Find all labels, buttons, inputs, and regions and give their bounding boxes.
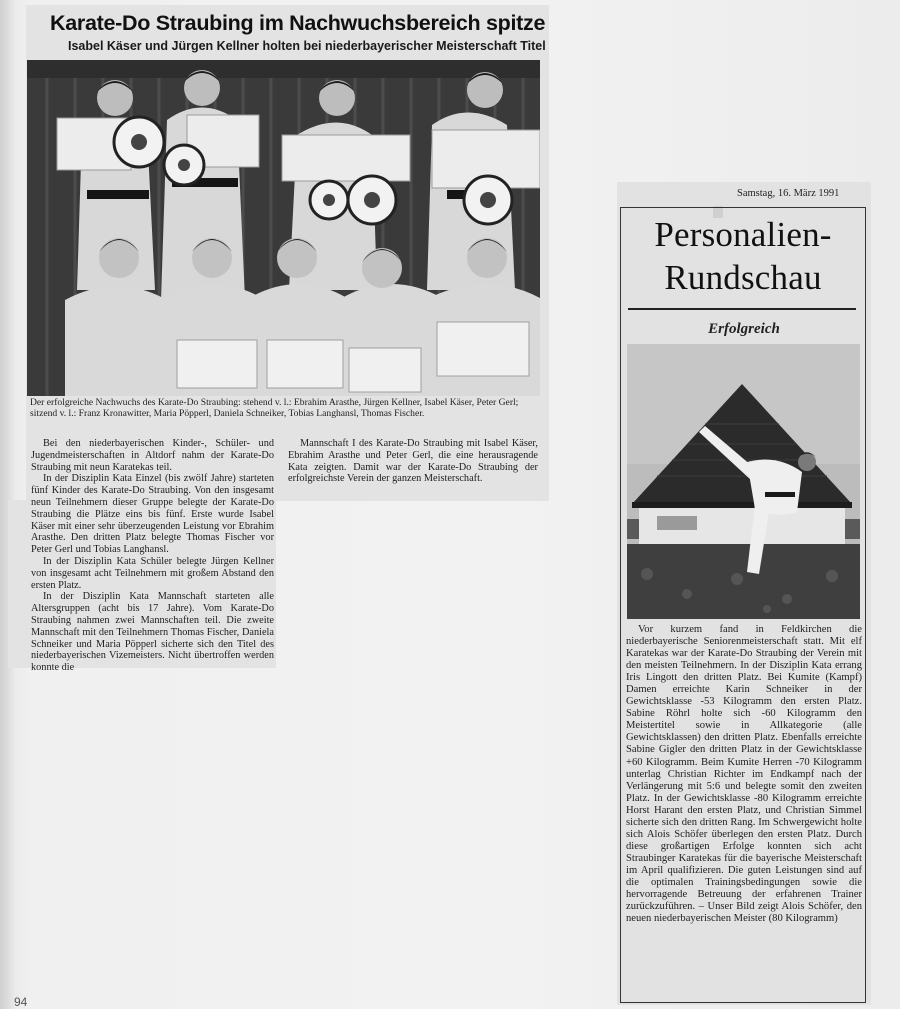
paragraph: In der Disziplin Kata Einzel (bis zwölf Jahre) starteten fünf Kinder des Karate-Do Straubing. Von den insgesamt neun Teilnehmern dieser Gruppe belegte der Karate-Do Straubing die Plätze eins bis fünf. Erste wurde Isabel Käser mit einer sehr überzeugenden Leistung vor Ebrahim Arasthe. Den dritten Platz belegte Thomas Fischer vor Peter Gerl und Tobias Langhansl. — [31, 473, 274, 556]
subheadline: Isabel Käser und Jürgen Kellner holten bei niederbayerischer Meisterschaft Titel — [68, 39, 546, 53]
paragraph: In der Disziplin Kata Schüler belegte Jürgen Kellner von insgesamt acht Teilnehmern mit großem Abstand den ersten Platz. — [31, 555, 274, 591]
karate-kick-photo — [627, 344, 860, 619]
photo-caption: Der erfolgreiche Nachwuchs des Karate-Do Straubing: stehend v. l.: Ebrahim Arasthe, Jürgen Kellner, Isabel Käser, Peter Gerl; sitzend v. l.: Franz Kronawitter, Maria Pöpperl, Daniela Schneiker, Tobias Langhansl, Thomas Fischer. — [30, 397, 519, 419]
left-clipping — [26, 5, 549, 501]
issue-date: Samstag, 16. März 1991 — [737, 188, 840, 199]
team-photo — [27, 60, 540, 396]
paragraph: Mannschaft I des Karate-Do Straubing mit Isabel Käser, Ebrahim Arasthe und Peter Gerl, die eine herausragende Kata zeigten. Damit war der Karate-Do Straubing der erfolgreichste Verein der ganzen Meisterschaft. — [288, 438, 538, 485]
rubric-title-line-1: Personalien- — [654, 215, 832, 254]
rubric-title-line-2: Rundschau — [664, 258, 822, 297]
right-clipping — [617, 182, 871, 1005]
paragraph: Bei den niederbayerischen Kinder-, Schüler- und Jugendmeisterschaften in Altdorf nahm der Karate-Do Straubing mit neun Karatekas teil. — [31, 438, 274, 473]
headline: Karate-Do Straubing im Nachwuchsbereich spitze — [50, 11, 546, 35]
divider-rule — [628, 308, 856, 310]
article-column-2 — [288, 438, 538, 485]
article-body — [626, 624, 862, 925]
paragraph: Vor kurzem fand in Feldkirchen die niederbayerische Seniorenmeisterschaft statt. Mit elf Karatekas war der Karate-Do Straubing der Verein mit den meisten Teilnehmern. In der Disziplin Kata errang Iris Lingott den dritten Platz. Bei Kumite (Kampf) Damen erreichte Karin Schneiker in der Gewichtsklasse -53 Kilogramm den ersten Platz. Sabine Röhrl holte sich -60 Kilogramm den Meistertitel sowie in Allkategorie (alle Gewichtsklassen) den dritten Platz. Ebenfalls erreichte Sabine Gigler den dritten Platz in der Gewichtsklasse +60 Kilogramm. Beim Kumite Herren -70 Kilogramm unterlag Christian Richter im Endkampf nach der Verlängerung mit 5:6 und belegte somit den zweiten Platz. In der Gewichtsklasse -80 Kilogramm erreichte Horst Harant den ersten Platz, und Christian Simmel sicherte sich den dritten Rang. Im Schwergewicht holte sich Alois Schöfer überlegen den ersten Platz. Durch diese großartigen Erfolge konnten sich acht Straubinger Karatekas für die bayerische Meisterschaft im April qualifizieren. Die guten Leistungen sind auf die optimalen Trainingsbedingungen sowie die hervorragende Betreuung der erfahrenen Trainer zurückzuführen. – Unser Bild zeigt Alois Schöfer, den neuen niederbayerischen Meister (80 Kilogramm) — [626, 624, 862, 925]
kicker: Erfolgreich — [708, 321, 780, 337]
karate-kick-drawing — [627, 344, 860, 619]
article-column-1 — [31, 438, 274, 674]
paragraph: In der Disziplin Kata Mannschaft starteten alle Altersgruppen (acht bis 17 Jahre). Vom Karate-Do Straubing nahmen zwei Mannschaften teil. Die zweite Mannschaft mit den Teilnehmern Thomas Fischer, Daniela Schneiker und Maria Pöpperl sicherte sich den Titel des niederbayerischen Vizemeisters. Nicht übertroffen werden konnte die — [31, 591, 274, 674]
page-margin-mark: 94 — [14, 995, 28, 1009]
team-photo-drawing — [27, 60, 540, 396]
